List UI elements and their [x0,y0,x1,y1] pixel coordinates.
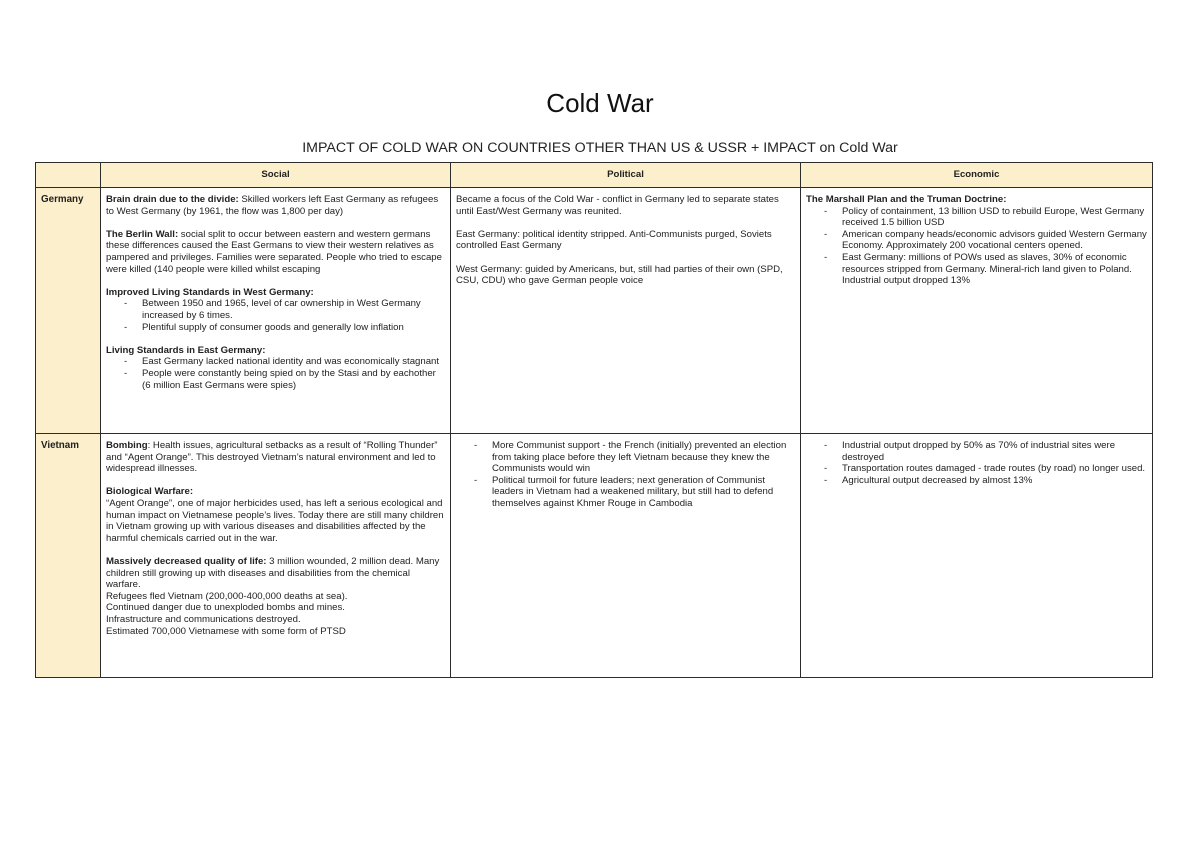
germany-social-cell [101,188,451,434]
page-title: Cold War [546,88,654,118]
impact-table [35,162,1153,678]
row-header-vietnam: Vietnam [36,434,101,678]
list-item: Continued danger due to unexploded bombs and mines. [106,602,345,614]
table-header-row [36,163,1153,188]
list-item: Refugees fled Vietnam (200,000-400,000 deaths at sea). [106,590,348,602]
page-subtitle: IMPACT OF COLD WAR ON COUNTRIES OTHER THAN US & USSR + IMPACT on Cold War [302,140,898,156]
list-item: - Political turmoil for future leaders; next generation of Communist leaders in Vietnam had a weakened military, but still had to defend themselves against Khmer Rouge in Cambodia [492,475,795,510]
germany-berlin-wall: The Berlin Wall: social split to occur between eastern and western germans these differences caused the East Germans to view their western relatives as pampered and privileges. Families were separated. People who tried to escape were killed (140 people were killed whilst escaping [106,228,442,275]
column-header-social: Social [101,163,451,188]
vietnam-political-cell [451,434,801,678]
list-item: - More Communist support - the French (initially) prevented an election from taking place before they left Vietnam because they knew the Communists would win [492,440,795,475]
vietnam-political-list [456,440,795,510]
list-item: Infrastructure and communications destroyed. [106,613,301,625]
germany-economic-cell [801,188,1153,434]
table-row-vietnam [36,434,1153,678]
list-item: - Policy of containment, 13 billion USD to rebuild Europe, West Germany received 1.5 billion USD [842,206,1147,229]
germany-brain-drain: Brain drain due to the divide: Skilled workers left East Germany as refugees to West Germany (by 1961, the flow was 1,800 per day) [106,194,439,217]
germany-political-cell [451,188,801,434]
list-item: - Transportation routes damaged - trade routes (by road) no longer used. [842,463,1147,475]
list-item: Estimated 700,000 Vietnamese with some form of PTSD [106,625,346,637]
vietnam-quality-of-life: Massively decreased quality of life: 3 million wounded, 2 million dead. Many children still growing up with diseases and disabilities from the chemical warfare. [106,555,440,591]
west-living-standards-list [106,298,445,333]
table-row-germany [36,188,1153,434]
column-header-political: Political [451,163,801,188]
marshall-plan-heading: The Marshall Plan and the Truman Doctrine: [806,194,1007,205]
vietnam-bombing: Bombing: Health issues, agricultural setbacks as a result of “Rolling Thunder” and “Agent Orange”. This destroyed Vietnam’s natural environment and led to widespread illnesses. [106,440,438,475]
column-header-economic: Economic [801,163,1153,188]
list-item: - Industrial output dropped by 50% as 70% of industrial sites were destroyed [842,440,1147,463]
row-header-germany: Germany [36,188,101,434]
vietnam-impact-lines [106,591,445,637]
germany-economic-list [806,206,1147,287]
east-living-standards-list [106,356,445,391]
vietnam-social-cell [101,434,451,678]
east-living-standards-heading: Living Standards in East Germany: [106,344,266,356]
west-living-standards-heading: Improved Living Standards in West Germany: [106,286,314,298]
list-item: - East Germany: millions of POWs used as slaves, 30% of economic resources stripped from Germany. Mineral-rich land given to Poland. Industrial output dropped 13% [842,252,1147,287]
vietnam-economic-list [806,440,1147,486]
vietnam-economic-cell [801,434,1153,678]
list-item: - American company heads/economic advisors guided Western Germany Economy. Approximately 200 vocational centers opened. [842,229,1147,252]
germany-political-p2: East Germany: political identity stripped. Anti-Communists purged, Soviets controlled East Germany [456,228,772,252]
list-item: - Between 1950 and 1965, level of car ownership in West Germany increased by 6 times. [142,298,445,321]
list-item: - People were constantly being spied on by the Stasi and by eachother (6 million East Germans were spies) [142,368,445,391]
corner-cell [36,163,101,188]
germany-political-p3: West Germany: guided by Americans, but, still had parties of their own (SPD, CSU, CDU) who gave German people voice [456,263,783,287]
list-item: - Plentiful supply of consumer goods and generally low inflation [142,322,445,334]
vietnam-biological-warfare: Biological Warfare: “Agent Orange”, one of major herbicides used, has left a serious ecological and human impact on Vietnamese people’s lives. Today there are still many children in Vietnam growing up with various diseases and disabilities affected by the harmful chemicals carried out in the war. [106,486,444,544]
list-item: - East Germany lacked national identity and was economically stagnant [142,356,445,368]
germany-political-p1: Became a focus of the Cold War - conflict in Germany led to separate states until East/West Germany was reunited. [456,194,779,217]
list-item: - Agricultural output decreased by almost 13% [842,475,1147,487]
